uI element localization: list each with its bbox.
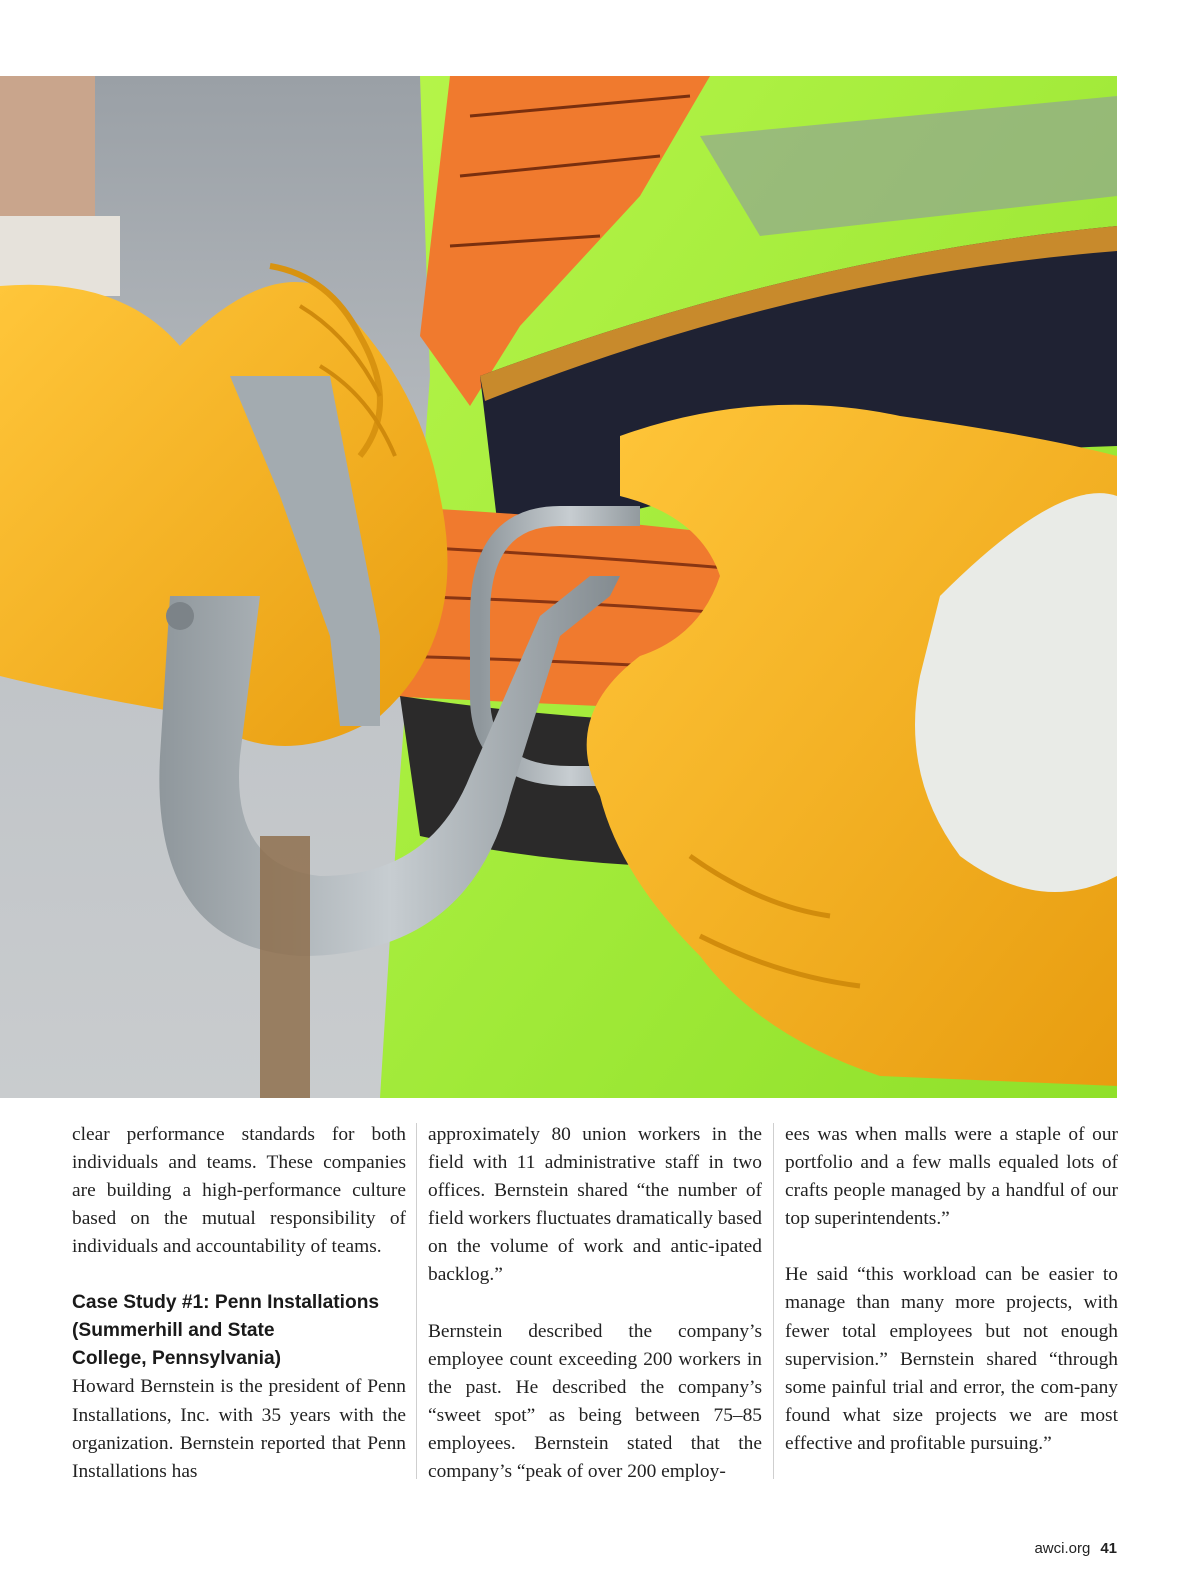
case-study-heading: Case Study #1: Penn Installations (Summerhill and State College, Pennsylvania) [72,1292,380,1370]
page-footer [1034,1540,1117,1557]
page-number: 41 [1100,1540,1117,1557]
article-column-2 [428,1121,762,1486]
article-paragraph: He said “this workload can be easier to manage than many more projects, with fewer total employees but not enough supervision.” Bernstein shared “through some painful trial and error, the com-pany found what size projects we are most effective and profitable pursuing.” [785,1264,1118,1454]
column-divider [416,1123,417,1479]
safety-harness-photo [0,76,1117,1098]
footer-site: awci.org [1034,1540,1091,1557]
article-paragraph: Bernstein described the company’s employee count exceeding 200 workers in the past. He described the company’s “sweet spot” as being between 75–85 employees. Bernstein stated that the company’s “peak of over 200 employ- [428,1320,762,1483]
article-column-1 [72,1121,406,1486]
article-paragraph: Howard Bernstein is the president of Penn Installations, Inc. with 35 years with the organization. Bernstein reported that Penn Installations has [72,1376,406,1482]
column-divider [773,1123,774,1479]
article-paragraph: clear performance standards for both individuals and teams. These companies are building a high-performance culture based on the mutual responsibility of individuals and accountability of teams. [72,1124,406,1258]
photo-illustration [0,76,1117,1098]
article-paragraph: ees was when malls were a staple of our portfolio and a few malls equaled lots of crafts people managed by a handful of our top superintendents.” [785,1124,1118,1230]
article-column-3 [785,1121,1118,1458]
article-paragraph: approximately 80 union workers in the field with 11 administrative staff in two offices. Bernstein shared “the number of field workers fluctuates dramatically based on the volume of work and antic-ipated backlog.” [428,1124,762,1286]
